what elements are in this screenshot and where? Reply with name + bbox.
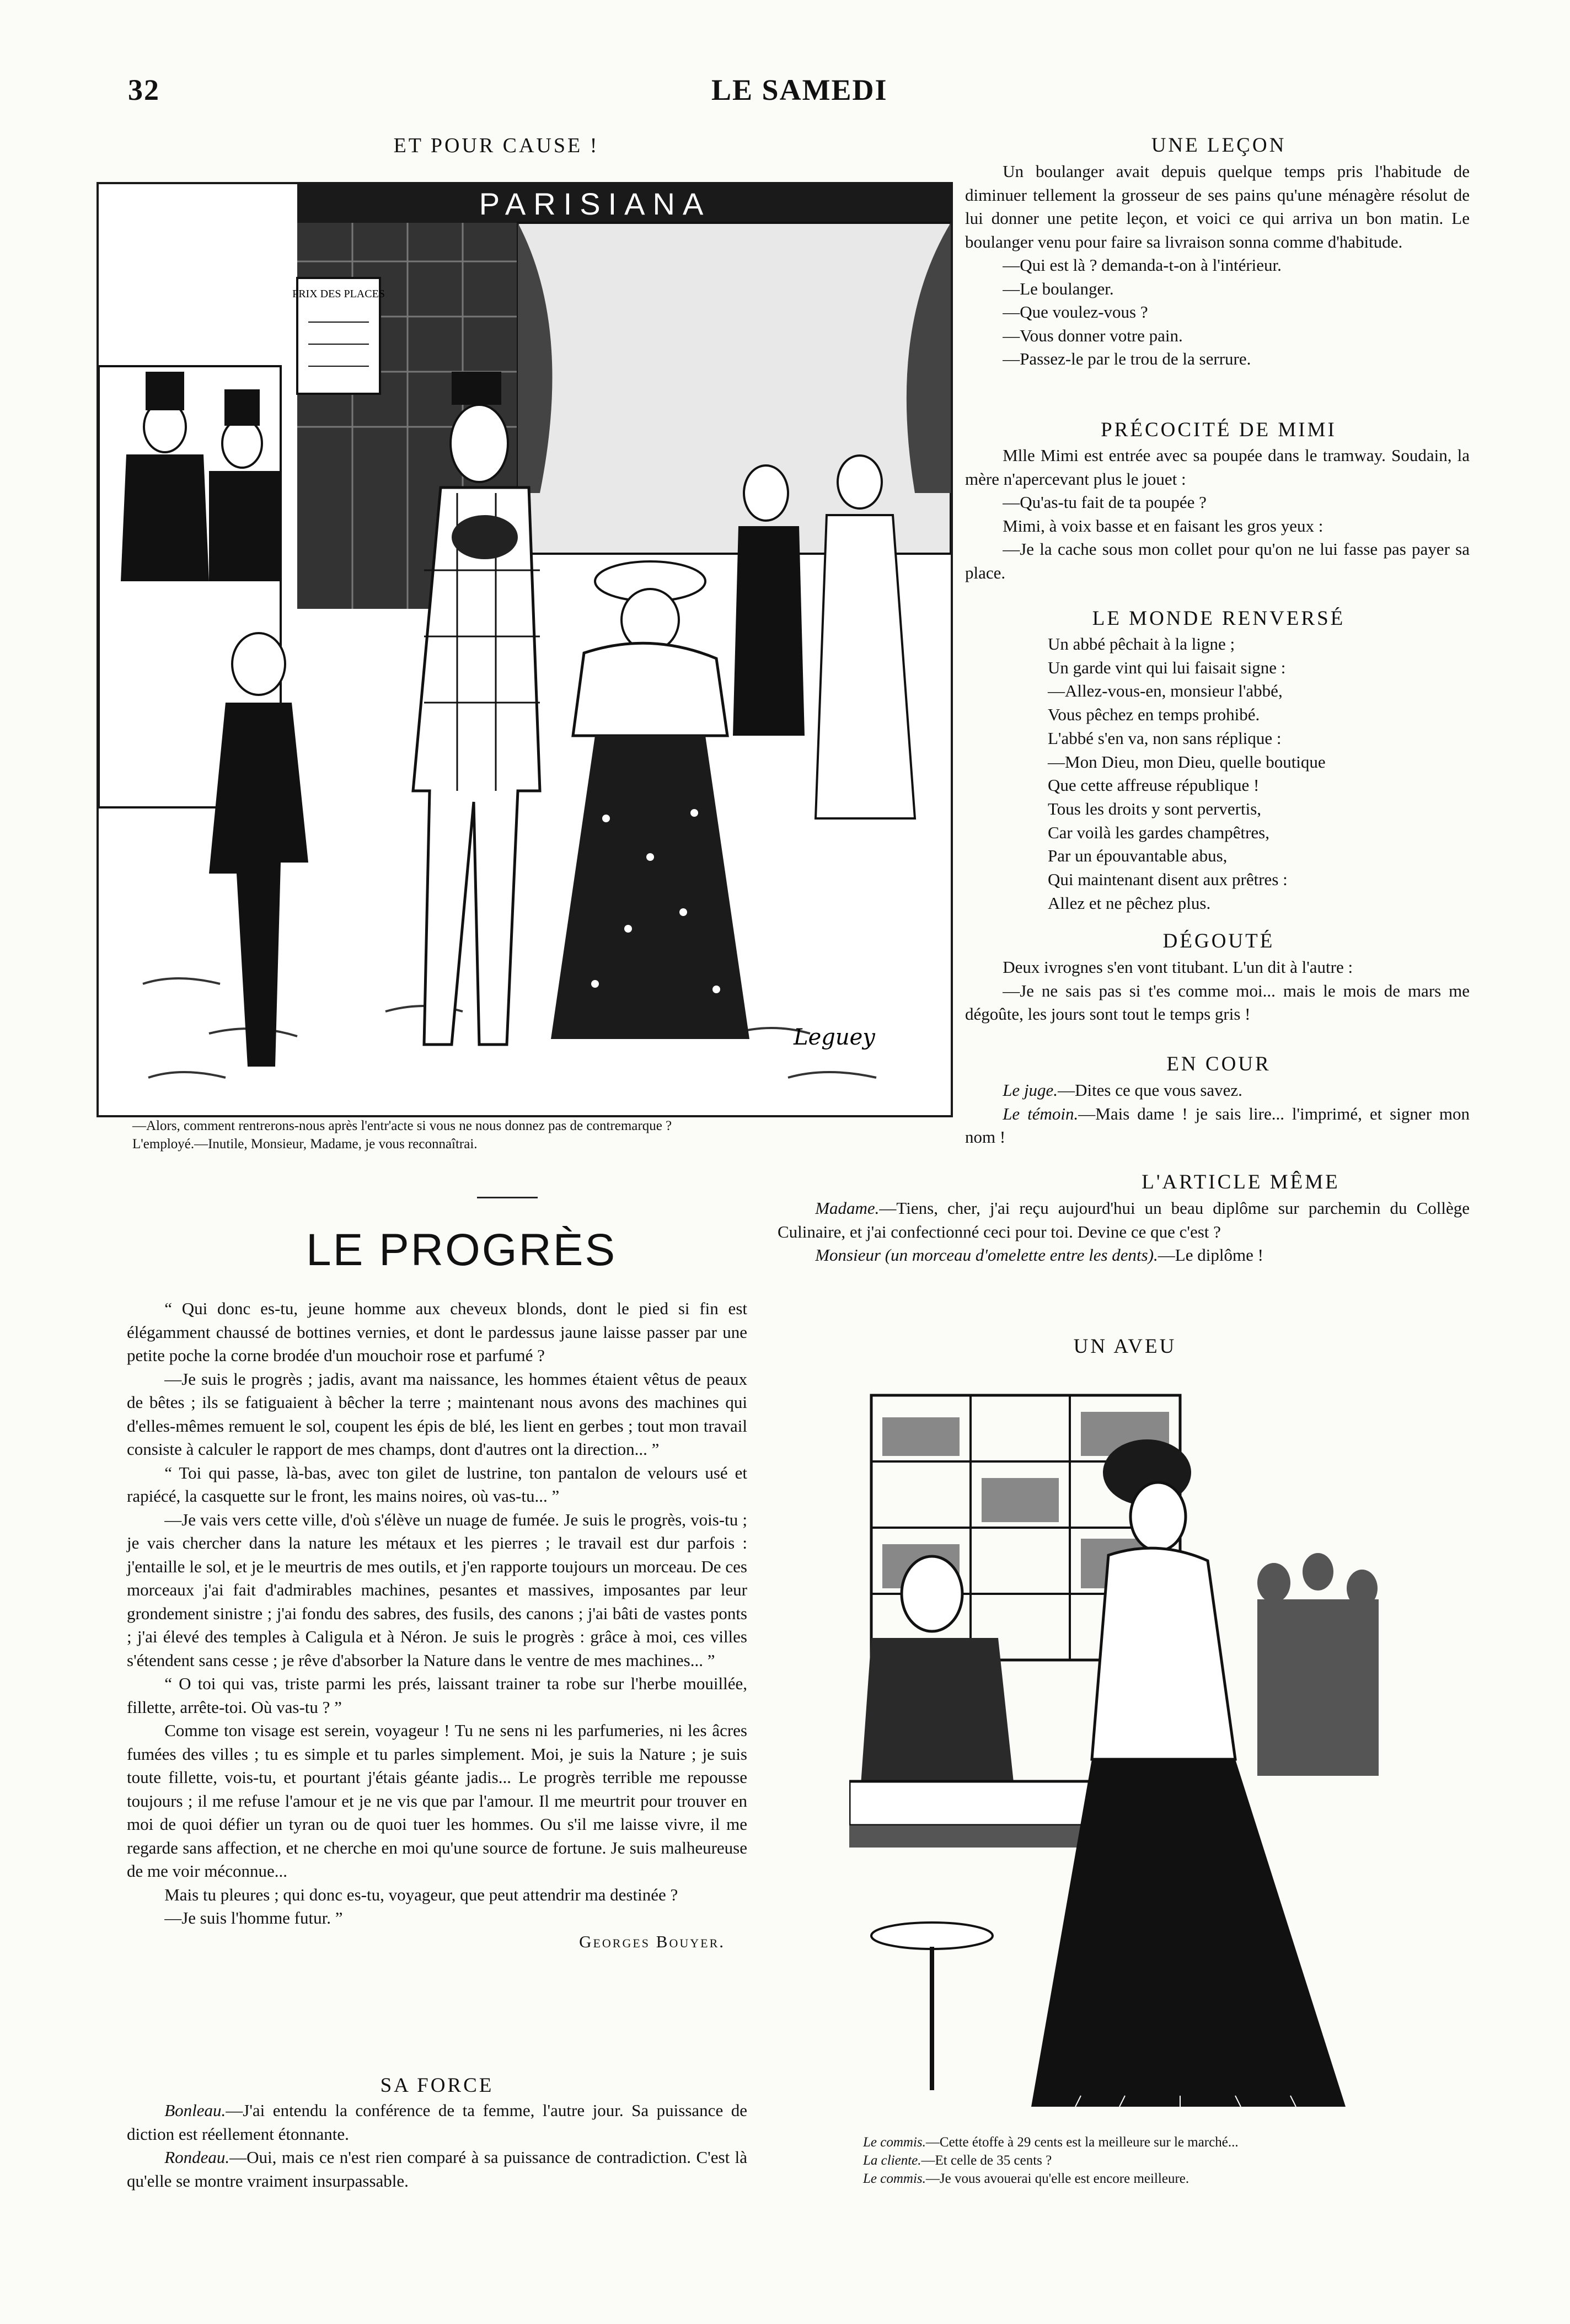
force-title: SA FORCE [380,2074,494,2097]
aveu-title: UN AVEU [1073,1335,1177,1358]
degoute-line: Deux ivrognes s'en vont titubant. L'un dit à l'autre : [1003,957,1353,977]
degoute-title: DÉGOUTÉ [1162,930,1275,952]
verse-line: Par un épouvantable abus, [1048,846,1228,866]
progres-title: LE PROGRÈS [306,1225,617,1275]
verse-line: Un garde vint qui lui faisait signe : [1048,657,1286,677]
progres-paragraph: —Je vais vers cette ville, d'où s'élève un nuage de fumée. Je suis le progrès, vois-tu ; je vais chercher dans la nature les métaux et les pierres ; le travail est dur parfois : j'entaille le sol, et je le meurtris de mes outils, et j'en rapporte toujours un morceau. De ces morceaux j'ai fait d'admirables machines, pesantes et massives, imposantes par leur grondement sinistre ; j'ai fondu des sabres, des fusils, des canons ; j'ai bâti de vastes ponts ; j'ai élevé des temples à Caligula et à Néron. Je suis le progrès : grâce à moi, ces villes s'étendent sans cesse ; je rêve d'absorber la Nature dans le ventre de mes machines... ” [127,1509,747,1670]
encour-line: Le témoin.—Mais dame ! je sais lire... l'imprimé, et signer mon nom ! [965,1104,1470,1147]
encour-line: Le juge.—Dites ce que vous savez. [1003,1080,1242,1100]
newspaper-title: LE SAMEDI [711,73,888,106]
verse-line: Allez et ne pêchez plus. [1048,893,1211,913]
mimi-title: PRÉCOCITÉ DE MIMI [1101,419,1337,441]
verse-line: —Mon Dieu, mon Dieu, quelle boutique [1048,752,1326,772]
encour-body [965,1079,1470,1149]
lecon-line: —Vous donner votre pain. [1003,325,1183,345]
lecon-body [965,160,1470,371]
verse-line: Car voilà les gardes champêtres, [1048,822,1269,842]
aveu-caption: Le commis.—Cette étoffe à 29 cents est la meilleure sur le marché... La cliente.—Et celle de 35 cents ? Le commis.—Je vous avouerai qu'elle est encore meilleure. [863,2135,1239,2186]
speaker: Le juge. [1003,1080,1058,1100]
aveu-illustration [849,1373,1423,2129]
progres-paragraph: —Je suis le progrès ; jadis, avant ma naissance, les hommes étaient vêtus de peaux de bêtes ; ils se fatiguaient à bêcher la terre ; maintenant nous avons des machines qui d'elles-mêmes remuent le sol, coupent les épis de blé, les lient en gerbes ; tout mon travail consiste à calculer le rapport de mes champs, dont d'autres ont la direction... ” [127,1369,747,1459]
lecon-line: —Le boulanger. [1003,279,1114,298]
progres-body [127,1297,747,1953]
progres-paragraph: “ Qui donc es-tu, jeune homme aux cheveux blonds, dont le pied si fin est élégamment chaussé de bottines vernies, et dont le pardessus jaune laisse passer par une petite poche la corne brodée d'un mouchoir rose et parfumé ? [127,1299,747,1365]
cartoon1-board: PRIX DES PLACES [292,288,385,300]
speaker: Le témoin. [1003,1104,1079,1123]
lecon-line: —Que voulez-vous ? [1003,302,1148,322]
cartoon1-title: ET POUR CAUSE ! [393,134,599,157]
progres-author: Georges Bouyer. [579,1931,725,1951]
mimi-body [965,444,1470,585]
speaker: Monsieur (un morceau d'omelette entre les dents). [815,1245,1158,1265]
cartoon1-caption [132,1117,949,1153]
degoute-line: —Je ne sais pas si t'es comme moi... mais le mois de mars me dégoûte, les jours sont tout le temps gris ! [965,981,1470,1024]
cartoon1-sign: PARISIANA [479,186,711,221]
mimi-paragraph: Mlle Mimi est entrée avec sa poupée dans le tramway. Soudain, la mère n'apercevant plus le jouet : [965,446,1470,489]
lecon-paragraph: Un boulanger avait depuis quelque temps pris l'habitude de diminuer tellement la grosseur de ses pains qu'une ménagère résolut de lui donner une petite leçon, et voici ce qui arriva un bon matin. Le boulanger venu pour faire sa livraison sonna comme d'habitude. [965,162,1470,251]
verse-line: Vous pêchez en temps prohibé. [1048,705,1260,725]
monde-title: LE MONDE RENVERSÉ [1092,607,1346,630]
force-body: Bonleau.—J'ai entendu la conférence de ta femme, l'autre jour. Sa puissance de diction est réellement étonnante. Rondeau.—Oui, mais ce n'est rien comparé à sa puissance de contradiction. C'est là qu'elle se montre vraiment insurpassable. [127,2101,747,2191]
cartoon1-caption-line: —Alors, comment rentrerons-nous après l'entr'acte si vous ne nous donnez pas de contremarque ? [132,1118,672,1133]
speaker: Rondeau. [164,2148,230,2167]
monde-poem [1048,633,1326,915]
page-number: 32 [128,73,160,106]
speaker: Le commis. [863,2171,926,2186]
verse-line: —Allez-vous-en, monsieur l'abbé, [1048,681,1283,701]
verse-line: L'abbé s'en va, non sans réplique : [1048,728,1282,748]
verse-line: Tous les droits y sont pervertis, [1048,799,1262,818]
progres-paragraph: Comme ton visage est serein, voyageur ! Tu ne sens ni les parfumeries, ni les âcres fumées des villes ; tu es simple et tu parles simplement. Moi, je suis la Nature ; je suis toute fillette, vois-tu, et pourtant j'étais géante jadis... Le progrès terrible me repousse toujours ; il me refuse l'amour et je ne vis que par l'amour. Il me meurtrit pour trouver en moi de quoi défier un tyran ou de quoi tuer les hommes. Ou s'il me laisse vivre, il me regarde sans affection, et ne cherche en moi qu'une source de fortune. Je suis malheureuse de me voir méconnue... [127,1721,747,1881]
progres-paragraph: Mais tu pleures ; qui donc es-tu, voyageur, que peut attendrir ma destinée ? [164,1884,678,1904]
speaker: Le commis. [863,2135,926,2150]
lecon-line: —Passez-le par le trou de la serrure. [1003,349,1251,368]
cartoon1-illustration [97,182,953,1117]
lecon-line: —Qui est là ? demanda-t-on à l'intérieur. [1003,255,1282,275]
verse-line: Un abbé pêchait à la ligne ; [1048,634,1235,654]
divider [477,1197,538,1198]
mimi-line: Mimi, à voix basse et en faisant les gros yeux : [1003,516,1323,536]
speaker: La cliente. [863,2153,921,2168]
article-body: Madame.—Tiens, cher, j'ai reçu aujourd'hui un beau diplôme sur parchemin du Collège Culinaire, et j'ai confectionné ceci pour toi. Devine ce que c'est ? Monsieur (un morceau d'omelette entre les dents).—Le diplôme ! [778,1198,1470,1265]
mimi-line: —Qu'as-tu fait de ta poupée ? [1003,492,1207,512]
article-title: L'ARTICLE MÊME [1142,1171,1340,1193]
speaker: Bonleau. [164,2101,226,2120]
progres-paragraph: “ O toi qui vas, triste parmi les prés, laissant trainer ta robe sur l'herbe mouillée, fillette, arrête-toi. Où vas-tu ? ” [127,1674,747,1717]
progres-paragraph: “ Toi qui passe, là-bas, avec ton gilet de lustrine, ton pantalon de velours usé et rapiécé, la casquette sur le front, les mains noires, où vas-tu... ” [127,1463,747,1506]
verse-line: Que cette affreuse république ! [1048,775,1260,795]
lecon-title: UNE LEÇON [1151,134,1287,157]
progres-paragraph: —Je suis l'homme futur. ” [164,1908,343,1927]
cartoon1-signature: Leguey [794,1025,875,1050]
cartoon1-caption-line: L'employé.—Inutile, Monsieur, Madame, je vous reconnaîtrai. [132,1137,478,1152]
mimi-line: —Je la cache sous mon collet pour qu'on ne lui fasse pas payer sa place. [965,539,1470,582]
encour-title: EN COUR [1166,1053,1271,1075]
degoute-body [965,956,1470,1026]
speaker: Madame. [815,1198,880,1218]
verse-line: Qui maintenant disent aux prêtres : [1048,870,1288,890]
